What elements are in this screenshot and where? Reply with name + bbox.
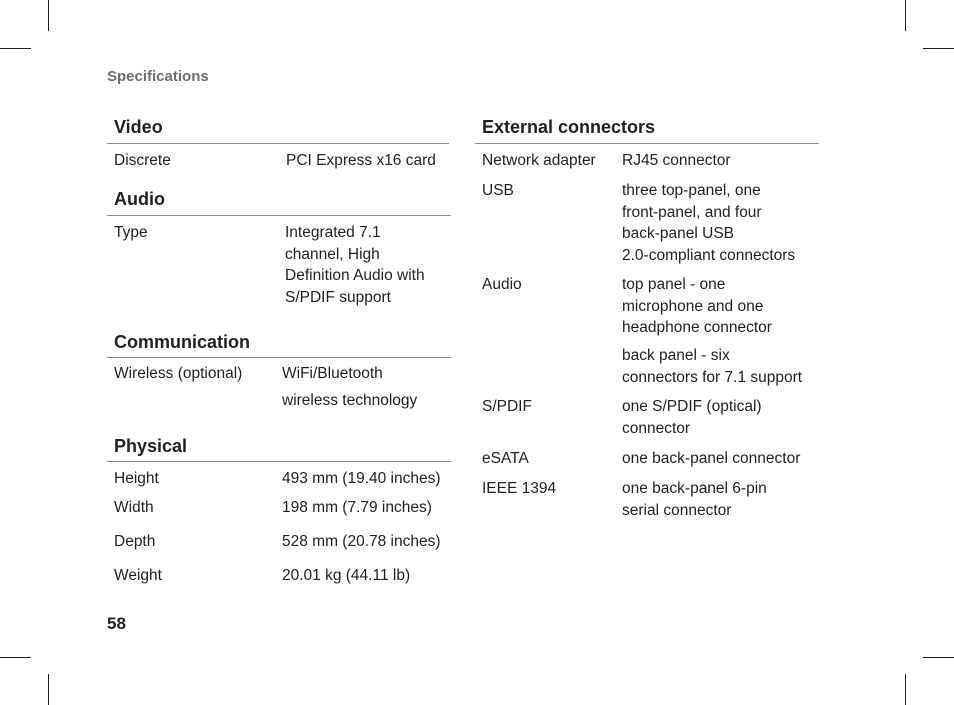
crop-mark-bottom-right-h — [923, 657, 954, 658]
spec-value: top panel - one — [622, 276, 726, 293]
section-title-audio: Audio — [114, 189, 165, 209]
section-rule — [107, 215, 451, 216]
section-title-video: Video — [114, 117, 163, 137]
spec-value: Definition Audio with — [285, 267, 425, 284]
spec-label: Network adapter — [482, 152, 596, 169]
section-rule — [107, 357, 451, 358]
spec-value: one back-panel connector — [622, 450, 801, 467]
spec-value: RJ45 connector — [622, 152, 731, 169]
spec-value: 528 mm (20.78 inches) — [282, 533, 441, 550]
section-rule — [107, 143, 449, 144]
spec-value: 2.0-compliant connectors — [622, 246, 796, 264]
spec-value: 20.01 kg (44.11 lb) — [282, 567, 411, 584]
spec-value: 493 mm (19.40 inches) — [282, 470, 441, 487]
crop-mark-bottom-right-v — [905, 674, 906, 705]
crop-mark-top-left-h — [0, 48, 31, 49]
section-title-physical: Physical — [114, 436, 188, 456]
crop-mark-bottom-left-v — [48, 674, 49, 705]
spec-value: one back-panel 6-pin — [622, 480, 767, 497]
spec-value: connector — [622, 419, 691, 437]
spec-label: Wireless (optional) — [114, 365, 243, 382]
spec-value: back-panel USB — [622, 225, 735, 242]
spec-value: wireless technology — [282, 392, 418, 409]
spec-label: Height — [114, 470, 159, 487]
spec-label: Weight — [114, 567, 162, 584]
crop-mark-top-left-v — [48, 0, 49, 31]
spec-value: S/PDIF support — [285, 288, 391, 306]
spec-value: channel, High — [285, 245, 380, 263]
spec-value: connectors for 7.1 support — [622, 368, 803, 386]
spec-value: back panel - six — [622, 347, 730, 364]
section-rule — [475, 143, 819, 144]
crop-mark-bottom-left-h — [0, 657, 31, 658]
section-title-communication: Communication — [114, 332, 251, 352]
spec-value: front-panel, and four — [622, 203, 762, 221]
spec-value: WiFi/Bluetooth — [282, 365, 383, 382]
spec-label: IEEE 1394 — [482, 480, 557, 497]
spec-value: PCI Express x16 card — [286, 152, 436, 169]
spec-label: Width — [114, 499, 154, 516]
spec-label: S/PDIF — [482, 398, 532, 415]
running-head: Specifications — [107, 68, 209, 85]
spec-value: Integrated 7.1 — [285, 224, 381, 241]
spec-value: one S/PDIF (optical) — [622, 398, 762, 415]
spec-value: headphone connector — [622, 319, 772, 336]
crop-mark-top-right-v — [905, 0, 906, 31]
spec-value: serial connector — [622, 501, 732, 519]
section-title-external-connectors: External connectors — [482, 117, 656, 137]
spec-label: Type — [114, 224, 148, 241]
spec-value: microphone and one — [622, 297, 764, 315]
crop-mark-top-right-h — [923, 48, 954, 49]
spec-value: 198 mm (7.79 inches) — [282, 499, 432, 516]
section-rule — [107, 461, 451, 462]
spec-label: Audio — [482, 276, 522, 293]
spec-label: eSATA — [482, 450, 529, 467]
page-number: 58 — [107, 614, 126, 633]
spec-label: Depth — [114, 533, 156, 550]
spec-label: USB — [482, 182, 514, 199]
spec-label: Discrete — [114, 152, 171, 169]
spec-value: three top-panel, one — [622, 182, 761, 199]
